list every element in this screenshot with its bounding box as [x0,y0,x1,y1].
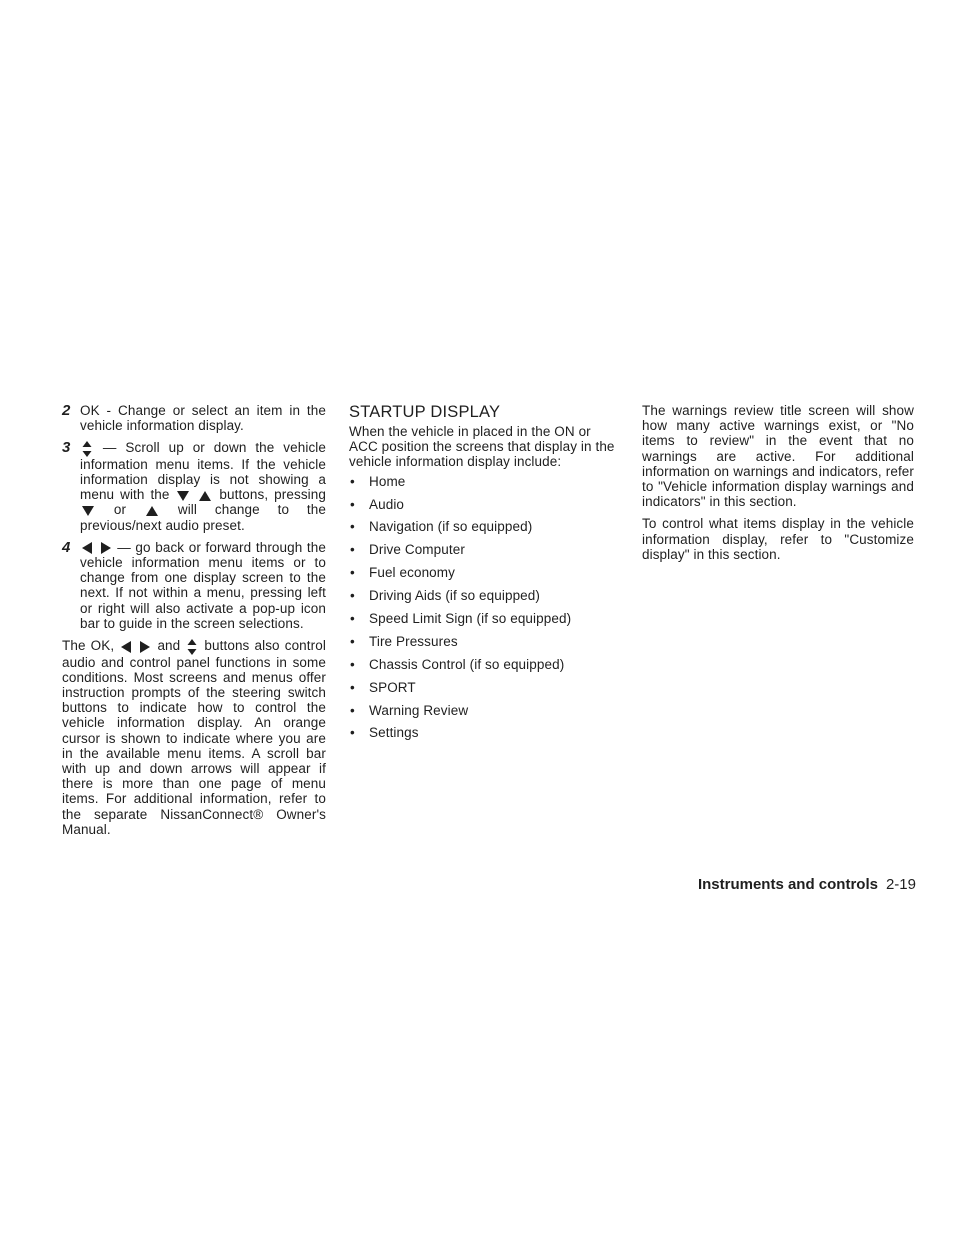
list-item [349,634,621,649]
bullet: • [350,725,355,741]
list-item [349,519,621,534]
bullet: • [350,588,355,604]
column-right [642,403,914,569]
item-text-part: — Scroll up or down the vehicle information menu items. If the vehicle information display is not showing a menu with the [80,440,326,503]
page-number: 2-19 [885,876,916,893]
list-item-label: Home [369,473,406,489]
list-item [349,588,621,603]
item-number: 4 [62,538,71,556]
paragraph-text-part: and [157,638,181,654]
list-item-label: Chassis Control (if so equipped) [369,656,565,672]
customize-paragraph: To control what items display in the vehicle information display, refer to "Customize display" in this section. [642,516,914,562]
section-heading: STARTUP DISPLAY [349,403,501,421]
list-item-label: Fuel economy [369,565,455,581]
bullet: • [350,702,355,718]
triangle-down-icon [82,506,94,516]
triangle-left-icon [82,542,92,554]
bullet: • [350,656,355,672]
list-item-label: Driving Aids (if so equipped) [369,588,540,604]
item-4 [62,540,326,631]
bullet: • [350,496,355,512]
item-number: 2 [62,402,71,419]
list-item [349,680,621,695]
item-text-part: or [113,502,127,518]
bullet: • [350,610,355,626]
bullet: • [350,679,355,695]
list-item [349,611,621,626]
paragraph-text-part: The OK, [62,638,115,654]
list-item [349,725,621,740]
item-text-part: buttons, pressing [219,487,326,503]
list-item [349,565,621,580]
startup-screen-list [349,474,621,741]
item-text: OK - Change or select an item in the vehicle information display. [80,403,326,434]
item-text [80,440,326,532]
page-footer [600,876,916,894]
warnings-review-paragraph: The warnings review title screen will show how many active warnings exist, or "No items to review" in the event that no warnings are active. For additional information on warnings and indicators, refer to "Vehicle information display warnings and indicators" in this section. [642,403,914,510]
bullet: • [350,633,355,649]
paragraph-text-part: buttons also control audio and control panel functions in some conditions. Most screens and menus offer instruction prompts of the steering switch buttons to indicate how to control the vehicle information display. An orange cursor is shown to indicate where you are in the available menu items. A scroll bar with up and down arrows will appear if there is more than one page of menu items. For additional information, refer to the separate NissanConnect® Owner's Manual. [62,638,326,837]
bullet: • [350,519,355,535]
item-text-part: — go back or forward through the vehicle information menu items or to change from one display screen to the next. If not within a menu, pressing left or right will also activate a pop-up icon bar to guide in the screen selections. [80,539,327,631]
triangle-left-icon [121,641,131,653]
list-item-label: Tire Pressures [369,633,458,649]
list-item-label: Navigation (if so equipped) [369,519,533,535]
list-item-label: Speed Limit Sign (if so equipped) [369,610,572,626]
list-item [349,474,621,489]
triangle-right-icon [101,542,111,554]
column-middle [349,403,621,748]
up-down-arrows-icon [187,639,197,655]
bullet: • [350,542,355,558]
item-2 [62,403,326,433]
list-item [349,657,621,672]
list-item-label: Warning Review [369,702,469,718]
item-number: 3 [62,439,71,457]
bullet: • [350,565,355,581]
list-item-label: Settings [369,725,419,741]
list-item-label: SPORT [369,679,416,695]
bullet: • [350,473,355,489]
item-text-part: will change to the previous/next audio preset. [80,502,326,533]
triangle-up-icon [199,491,211,501]
list-item [349,703,621,718]
startup-intro: When the vehicle in placed in the ON or ACC position the screens that display in the vehicle information display include: [349,424,615,470]
buttons-paragraph [62,638,326,837]
triangle-down-icon [177,491,189,501]
up-down-arrows-icon [82,441,92,457]
list-item [349,542,621,557]
list-item-label: Audio [369,496,405,512]
triangle-up-icon [146,506,158,516]
item-text [80,540,326,631]
list-item [349,497,621,512]
item-3 [62,440,326,532]
triangle-right-icon [140,641,150,653]
column-left [62,403,326,844]
list-item-label: Drive Computer [369,542,465,558]
section-title: Instruments and controls [697,876,878,893]
